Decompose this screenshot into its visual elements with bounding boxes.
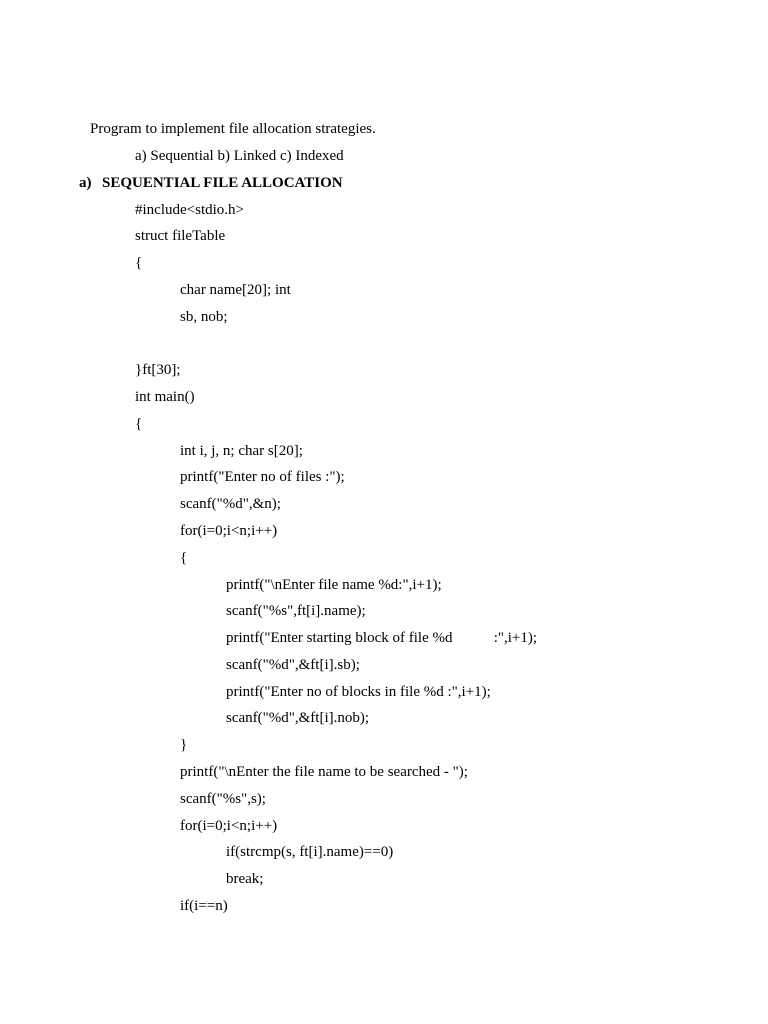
intro-line: Program to implement file allocation strategies. (90, 121, 376, 137)
code-line: }ft[30]; (135, 362, 181, 378)
code-line: { (135, 416, 143, 432)
code-line: printf("\nEnter the file name to be searched - "); (180, 764, 468, 780)
code-line: sb, nob; (180, 309, 228, 325)
code-line: { (180, 550, 188, 566)
code-line: printf("Enter no of files :"); (180, 469, 345, 485)
code-line: printf("Enter no of blocks in file %d :",i+1); (226, 684, 491, 700)
code-line: #include<stdio.h> (135, 202, 244, 218)
code-line: scanf("%s",ft[i].name); (226, 603, 366, 619)
code-line: { (135, 255, 143, 271)
code-line: for(i=0;i<n;i++) (180, 523, 278, 539)
options-line: a) Sequential b) Linked c) Indexed (135, 148, 344, 164)
code-line: printf("\nEnter file name %d:",i+1); (226, 577, 442, 593)
code-line: int main() (135, 389, 195, 405)
code-line: scanf("%s",s); (180, 791, 266, 807)
code-line: scanf("%d",&n); (180, 496, 281, 512)
code-line: if(i==n) (180, 898, 228, 914)
code-line: break; (226, 871, 264, 887)
section-heading: SEQUENTIAL FILE ALLOCATION (102, 175, 343, 191)
code-line: if(strcmp(s, ft[i].name)==0) (226, 844, 394, 860)
section-marker: a) (79, 175, 92, 191)
code-line: scanf("%d",&ft[i].nob); (226, 710, 370, 726)
code-line: } (180, 737, 188, 753)
code-line: printf("Enter starting block of file %d :",i+1); (226, 630, 538, 646)
code-line: for(i=0;i<n;i++) (180, 818, 278, 834)
code-line: scanf("%d",&ft[i].sb); (226, 657, 360, 673)
code-line: struct fileTable (135, 228, 226, 244)
code-line: char name[20]; int (180, 282, 291, 298)
code-line: int i, j, n; char s[20]; (180, 443, 303, 459)
